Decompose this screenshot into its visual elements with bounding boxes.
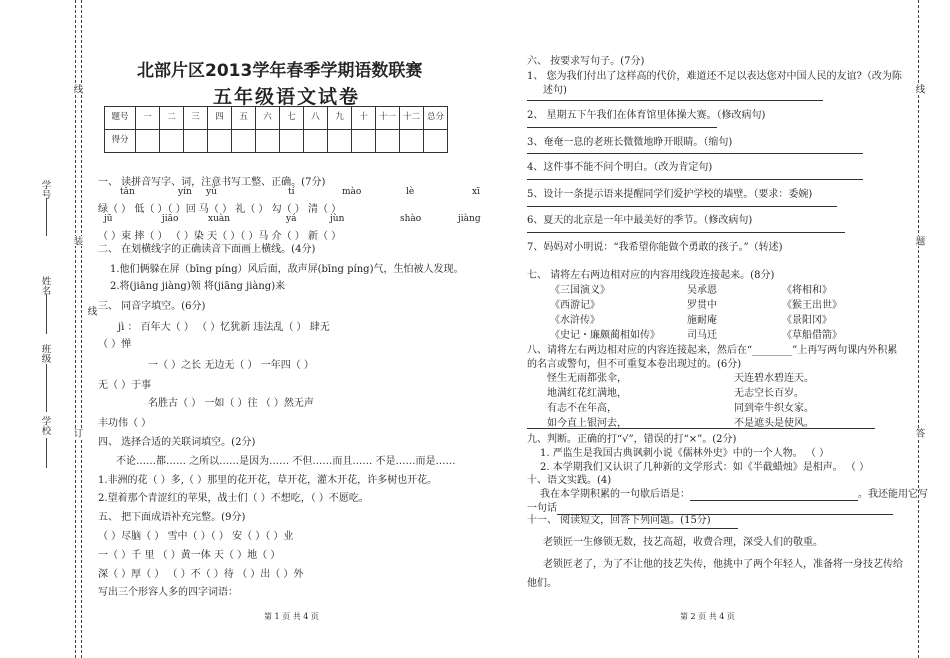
section-9-q2: 2. 本学期我们又认识了几种新的文学形式：如《半截蜡烛》是相声。 （ ）	[540, 462, 870, 473]
section-2-line-2: 2.将(jiāng jiàng)领 将(jiāng jiàng)来	[110, 281, 286, 292]
pinyin-1-6: lè	[406, 187, 415, 197]
section-3-row-3b: 丰功伟（ ）	[98, 418, 152, 429]
score-table-label: 题号	[105, 107, 136, 130]
score-col-8: 八	[304, 107, 328, 130]
section-6-q4: 4、这件事不能不问个明白。（改为肯定句)	[527, 162, 713, 173]
pinyin-2-6: shào	[400, 214, 422, 224]
section-6-heading: 六、 按要求写句子。(7分)	[527, 56, 645, 67]
pinyin-2-5: jùn	[330, 214, 345, 224]
verse-right: 同到牵牛织女家。	[734, 403, 814, 414]
section-5-heading: 五、 把下面成语补充完整。(9分)	[98, 512, 246, 523]
binding-mark-ding: 订	[71, 428, 83, 438]
author-item: 司马迁	[687, 330, 717, 341]
section-2-line-1: 1.他们俩躲在屏（bīng píng）风后面，敌声屏(bīng píng)气，生怕被人发现。	[110, 264, 464, 275]
passage-paragraph-2b: 他们。	[527, 578, 557, 589]
student-class-label: 班级	[39, 344, 51, 363]
verse-left: 怪生无雨都张伞，	[547, 373, 627, 384]
binding-mark-zhuang: 装	[71, 236, 83, 246]
verse-left: 有志不在年高，	[547, 403, 617, 414]
passage-paragraph-1: 老锁匠一生修锁无数，技艺高超，收费合理，深受人们的敬重。	[543, 537, 823, 548]
answer-line[interactable]	[527, 232, 845, 233]
score-cell[interactable]	[304, 130, 328, 153]
pinyin-2-3: xuàn	[208, 214, 231, 224]
score-cell[interactable]	[256, 130, 280, 153]
section-5-row-1: （ ）尽脑（ ） 雪中（ ）（ ） 安（ ）（ ）业	[98, 531, 294, 542]
score-col-6: 六	[256, 107, 280, 130]
section-8-left-lines	[547, 371, 627, 431]
author-item: 施耐庵	[687, 315, 717, 326]
pinyin-2-2: jiāo	[162, 214, 179, 224]
characters-row-1: 绿（ ） 低（ ）（ ）回 马（ ） 礼（ ） 勾（ ） 清（ ）	[98, 204, 342, 215]
book-item: 《西游记》	[550, 300, 600, 311]
section-6-q1b: 述句)	[543, 85, 567, 96]
score-cell[interactable]	[328, 130, 352, 153]
section-10-heading: 十、语文实践。(4)	[527, 475, 612, 486]
story-item: 《猴王出世》	[782, 300, 842, 311]
verse-right: 天连碧水碧连天。	[734, 373, 814, 384]
pinyin-2-7: jiàng	[458, 214, 481, 224]
answer-line[interactable]	[527, 153, 863, 154]
page-1-footer: 第 1 页 共 4 页	[264, 612, 319, 621]
student-school-line	[46, 438, 47, 468]
book-item: 《三国演义》	[550, 285, 610, 296]
pinyin-1-7: xī	[472, 187, 480, 197]
pinyin-2-1: jū	[104, 214, 113, 224]
section-10-prompt-b: 。我还能用它写	[858, 489, 928, 500]
score-table-header-row	[105, 107, 448, 130]
score-col-12: 十二	[400, 107, 424, 130]
answer-line[interactable]	[527, 206, 837, 207]
score-table-score-row	[105, 130, 448, 153]
section-5-row-3: 深（ ）厚（ ） （ ）不（ ）待 （ ）出（ ）外	[98, 569, 304, 580]
story-item: 《将相和》	[782, 285, 832, 296]
pinyin-1-4: tí	[288, 187, 295, 197]
score-col-4: 四	[208, 107, 232, 130]
verse-right: 无志空长百岁。	[734, 388, 804, 399]
section-8-heading-2: 的名言或警句，但不可重复本卷出现过的。(6分)	[527, 359, 742, 370]
verse-left: 地满红花红满地，	[547, 388, 627, 399]
score-cell[interactable]	[352, 130, 376, 153]
section-4-q1: 1.非洲的花（ ）多,（ ）那里的花开花，草开花，灌木开花，许多树也开花。	[98, 475, 438, 486]
score-col-2: 二	[160, 107, 184, 130]
score-cell[interactable]	[136, 130, 160, 153]
section-7-stories	[782, 283, 842, 343]
section-7-heading: 七、 请将左右两边相对应的内容用线段连接起来。(8分)	[527, 270, 775, 281]
score-col-5: 五	[232, 107, 256, 130]
section-11-heading: 十一、 阅读短文，回答下列问题。(15分)	[527, 515, 711, 526]
score-cell[interactable]	[160, 130, 184, 153]
score-col-1: 一	[136, 107, 160, 130]
pinyin-1-5: mào	[342, 187, 362, 197]
story-item: 《景阳冈》	[782, 315, 832, 326]
section-8-right-lines	[734, 371, 814, 431]
answer-line[interactable]	[527, 100, 823, 101]
section-6-q1: 1、 您为我们付出了这样高的代价，难道还不足以表达您对中国人民的友谊?（改为陈	[527, 71, 902, 82]
score-col-9: 九	[328, 107, 352, 130]
student-name-line	[46, 294, 47, 334]
student-id-label: 学号	[39, 180, 51, 199]
score-col-11: 十一	[376, 107, 400, 130]
score-col-total: 总分	[424, 107, 448, 130]
score-row-label: 得分	[105, 130, 136, 153]
author-item: 吴承恩	[687, 285, 717, 296]
section-3-row-2: 一（ ）之长 无边无（ ） 一年四（ ）	[148, 360, 314, 371]
score-table	[104, 106, 448, 153]
section-4-words: 不论……都…… 之所以……是因为…… 不但……而且…… 不是……而是……	[116, 456, 456, 467]
pinyin-1-3: yǔ	[206, 187, 217, 197]
answer-line[interactable]	[527, 428, 875, 429]
binding-mark-xian: 线	[71, 84, 83, 94]
section-6-q3: 3、奄奄一息的老班长微微地睁开眼睛。（缩句)	[527, 137, 733, 148]
score-cell[interactable]	[400, 130, 424, 153]
student-name-label: 姓名	[39, 276, 51, 295]
pinyin-1-2: yín	[178, 187, 192, 197]
section-10-line-2-label: 一句话	[527, 503, 557, 514]
section-3-row-1: jì ： 百年大（ ） （ ）忆犹新 违法乱（ ） 肆无	[118, 322, 330, 333]
student-class-line	[46, 364, 47, 412]
pinyin-2-4: yá	[286, 214, 297, 224]
answer-line[interactable]	[527, 127, 717, 128]
story-item: 《草船借箭》	[782, 330, 842, 341]
student-id-line	[46, 198, 47, 236]
verse-left: 如今直上银河去，	[547, 418, 627, 429]
book-item: 《史记・廉颇蔺相如传》	[550, 330, 660, 341]
section-3-row-1b: （ ）惮	[98, 339, 132, 350]
section-3-row-2b: 无（ ）于事	[98, 380, 152, 391]
verse-right: 不是遮头是使风。	[734, 418, 814, 429]
section-6-q7: 7、妈妈对小明说：“我希望你能做个勇敢的孩子。”（转述)	[527, 242, 783, 253]
binding-line-dashed-2	[81, 0, 82, 658]
section-10-prompt-a: 我在本学期积累的一句歇后语是：	[540, 489, 690, 500]
score-col-10: 十	[352, 107, 376, 130]
section-4-q2: 2.望着那个青涩红的苹果，战士们（ ）不想吃，（ ）不愿吃。	[98, 493, 369, 504]
section-7-authors	[687, 283, 717, 343]
characters-row-2: （ ）束 摔（ ） （ ）染 天（ ）（ ）马 介（ ） 新（ ）	[98, 231, 342, 242]
right-binding-line	[918, 0, 919, 658]
passage-title-line	[628, 528, 738, 529]
section-2-heading: 二、 在划横线字的正确读音下面画上横线。(4分)	[98, 244, 316, 255]
section-7-books	[550, 283, 660, 343]
right-mark-ti: 题	[913, 236, 925, 246]
section-9-q1: 1. 严监生是我国古典讽刺小说《儒林外史》中的一个人物。 （ ）	[540, 448, 830, 459]
answer-line[interactable]	[527, 179, 863, 180]
section-1-heading: 一、 读拼音写字、词，注意书写工整、正确。(7分)	[98, 177, 326, 188]
exam-title: 北部片区2013学年春季学期语数联赛	[137, 61, 423, 81]
book-item: 《水浒传》	[550, 315, 600, 326]
right-mark-da: 答	[913, 428, 925, 438]
section-5-row-2: 一（ ）千 里 （ ）黄一体 天（ ）地（ ）	[98, 550, 281, 561]
author-item: 罗贯中	[687, 300, 717, 311]
score-cell[interactable]	[376, 130, 400, 153]
right-mark-xian: 线	[913, 84, 925, 94]
section-3-row-3: 名胜古（ ） 一如（ ）往 （ ）然无声	[148, 398, 314, 409]
binding-mark-xian-2: 线	[85, 306, 97, 316]
page-2-footer: 第 2 页 共 4 页	[680, 612, 735, 621]
pinyin-1-1: tǎn	[120, 187, 135, 197]
score-cell[interactable]	[208, 130, 232, 153]
score-cell[interactable]	[280, 130, 304, 153]
score-col-3: 三	[184, 107, 208, 130]
score-col-7: 七	[280, 107, 304, 130]
score-cell[interactable]	[232, 130, 256, 153]
binding-line-dashed	[75, 0, 76, 658]
section-3-heading: 三、 同音字填空。(6分)	[98, 301, 206, 312]
score-cell[interactable]	[184, 130, 208, 153]
score-cell-total[interactable]	[424, 130, 448, 153]
section-6-q6: 6、夏天的北京是一年中最美好的季节。（修改病句)	[527, 215, 753, 226]
exam-subtitle: 五年级语文试卷	[213, 86, 361, 108]
section-6-q5: 5、设计一条提示语来提醒同学们爱护学校的墙壁。（要求：委婉)	[527, 189, 813, 200]
section-9-heading: 九、判断。正确的打“√”，错误的打“×”。(2分)	[527, 434, 737, 445]
section-6-q2: 2、 星期五下午我们在体育馆里体操大赛。（修改病句)	[527, 110, 766, 121]
section-5-extra: 写出三个形容人多的四字词语：	[98, 587, 238, 598]
passage-paragraph-2: 老锁匠老了，为了不让他的技艺失传，他挑中了两个年轻人，准备将一身技艺传给	[543, 559, 903, 570]
section-4-heading: 四、 选择合适的关联词填空。(2分)	[98, 437, 256, 448]
section-8-heading: 八、请将左右两边相对应的内容连接起来，然后在“________”上再写两句课内外积累	[527, 345, 898, 356]
student-school-label: 学校	[39, 416, 51, 435]
